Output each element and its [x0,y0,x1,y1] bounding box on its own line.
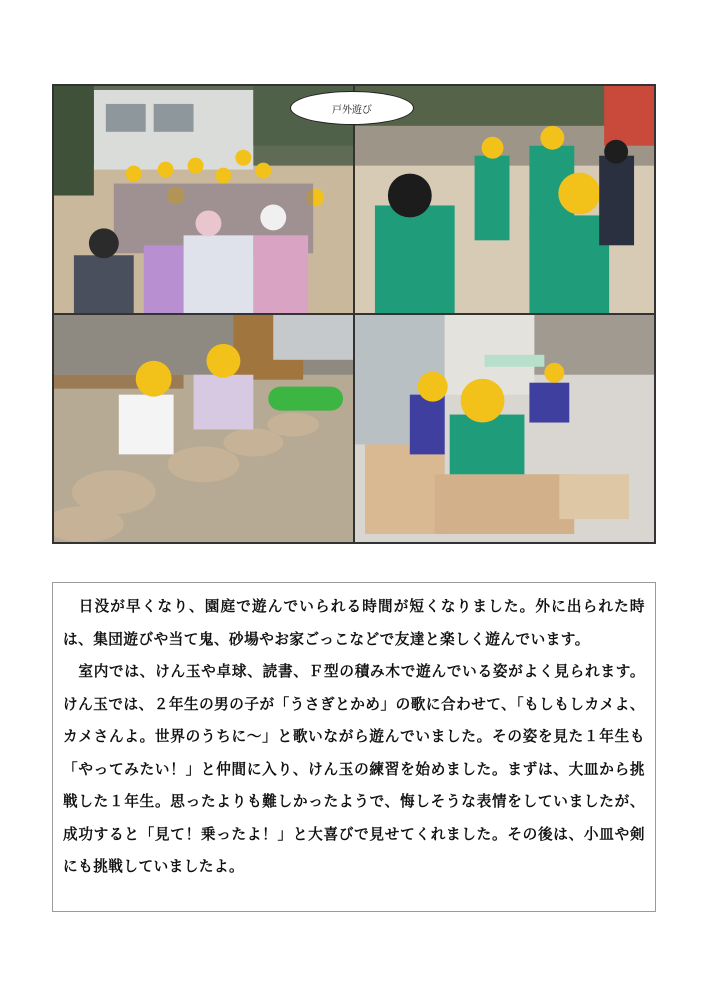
photo-sandbox-play [53,314,354,543]
paragraph-indoor-kendama: 室内では、けん玉や卓球、読書、Ｆ型の積み木で遊んでいる姿がよく見られます。けん玉では、２年生の男の子が「うさぎとかめ」の歌に合わせて、「もしもしカメよ、カメさんよ。世界のうちに～」と歌いながら遊んでいました。その姿を見た１年生も「やってみたい！」と仲間に入り、けん玉の練習を始めました。まずは、大皿から挑戦した１年生。思ったよりも難しかったようで、悔しそうな表情をしていましたが、成功すると「見て！乗ったよ！」と大喜びで見せてくれました。その後は、小皿や剣にも挑戦していましたよ。 [63,663,645,875]
photo-block-building [354,314,655,543]
newsletter-text-box [52,582,656,912]
photo-children-green-uniforms [354,85,655,314]
paragraph-outdoor-play: 日没が早くなり、園庭で遊んでいられる時間が短くなりました。外に出られた時は、集団遊びや当て鬼、砂場やお家ごっこなどで友達と楽しく遊んでいます。 [63,598,645,648]
photo-grid [52,84,656,544]
caption-oval: 戸外遊び [290,91,414,125]
